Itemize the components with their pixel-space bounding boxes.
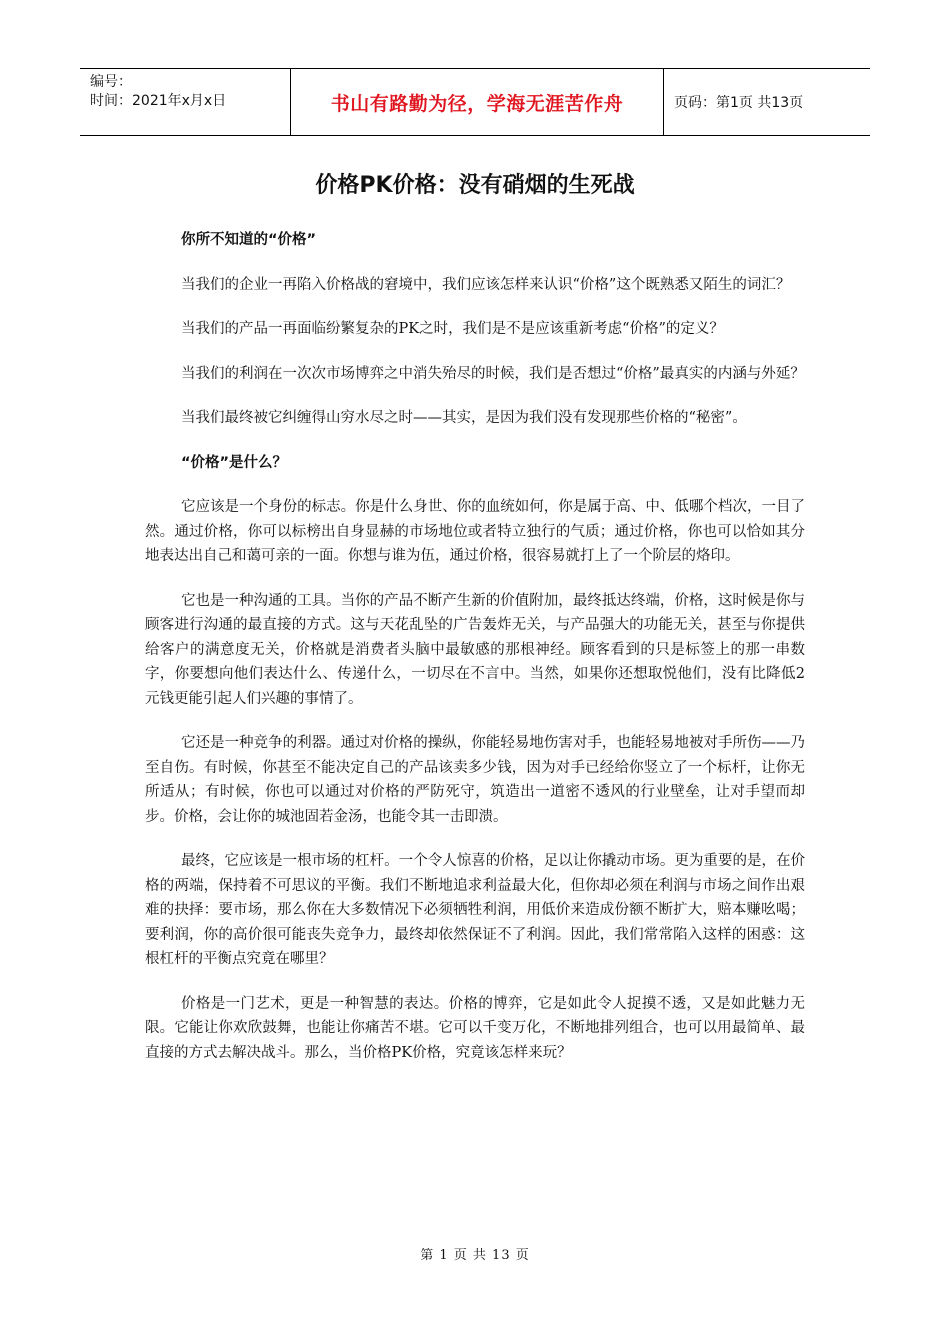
document-title: 价格PK价格：没有硝烟的生死战 [315, 173, 635, 198]
page-footer: 第 1 页 共 13 页 [420, 1248, 530, 1263]
time-label: 时间：2021年x月x日 [90, 93, 227, 109]
header-table [80, 68, 870, 136]
paragraph: 价格是一门艺术，更是一种智慧的表达。价格的博弈，它是如此令人捉摸不透，又是如此魅力无限。它能让你欢欣鼓舞，也能让你痛苦不堪。它可以千变万化，不断地排列组合，也可以用最简单、最直接的方式去解决战斗。那么，当价格PK价格，究竟该怎样来玩？ [145, 995, 805, 1061]
number-label: 编号： [90, 74, 132, 90]
header-motto-cell [291, 69, 664, 136]
page-label: 页码：第1页 共13页 [674, 95, 804, 111]
header-page-cell [664, 69, 871, 136]
section-heading-unknown-price: 你所不知道的“价格” [181, 232, 317, 248]
paragraph: 当我们的产品一再面临纷繁复杂的PK之时，我们是不是应该重新考虑“价格”的定义？ [181, 321, 724, 337]
paragraph: 最终，它应该是一根市场的杠杆。一个令人惊喜的价格，足以让你撬动市场。更为重要的是，在价格的两端，保持着不可思议的平衡。我们不断地追求利益最大化，但你却必须在利润与市场之间作出艰难的抉择：要市场，那么你在大多数情况下必须牺牲利润，用低价来造成份额不断扩大，赔本赚吆喝；要利润，你的高价很可能丧失竞争力，最终却依然保证不了利润。因此，我们常常陷入这样的困惑：这根杠杆的平衡点究竟在哪里？ [145, 853, 805, 967]
paragraph: 它还是一种竞争的利器。通过对价格的操纵，你能轻易地伤害对手，也能轻易地被对手所伤——乃至自伤。有时候，你甚至不能决定自己的产品该卖多少钱，因为对手已经给你竖立了一个标杆，让你无所适从；有时候，你也可以通过对价格的严防死守，筑造出一道密不透风的行业壁垒，让对手望而却步。价格，会让你的城池固若金汤，也能令其一击即溃。 [145, 735, 805, 825]
motto-text: 书山有路勤为径，学海无涯苦作舟 [330, 92, 624, 115]
header-info-cell [80, 69, 291, 136]
paragraph: 当我们的利润在一次次市场博弈之中消失殆尽的时候，我们是否想过“价格”最真实的内涵与外延？ [181, 365, 805, 382]
document-body [145, 228, 805, 1085]
paragraph: 它应该是一个身份的标志。你是什么身世、你的血统如何，你是属于高、中、低哪个档次，一目了然。通过价格，你可以标榜出自身显赫的市场地位或者特立独行的气质；通过价格，你也可以恰如其分地表达出自己和蔼可亲的一面。你想与谁为伍，通过价格，很容易就打上了一个阶层的烙印。 [145, 499, 805, 564]
paragraph: 它也是一种沟通的工具。当你的产品不断产生新的价值附加，最终抵达终端，价格，这时候是你与顾客进行沟通的最直接的方式。这与天花乱坠的广告轰炸无关，与产品强大的功能无关，甚至与你提供给客户的满意度无关，价格就是消费者头脑中最敏感的那根神经。顾客看到的只是标签上的那一串数字，你要想向他们表达什么、传递什么，一切尽在不言中。当然，如果你还想取悦他们，没有比降低2元钱更能引起人们兴趣的事情了。 [145, 592, 805, 707]
paragraph: 当我们最终被它纠缠得山穷水尽之时——其实，是因为我们没有发现那些价格的“秘密”。 [181, 410, 747, 426]
section-heading-what-is-price: “价格”是什么？ [181, 454, 288, 471]
paragraph: 当我们的企业一再陷入价格战的窘境中，我们应该怎样来认识“价格”这个既熟悉又陌生的词汇？ [181, 276, 791, 293]
